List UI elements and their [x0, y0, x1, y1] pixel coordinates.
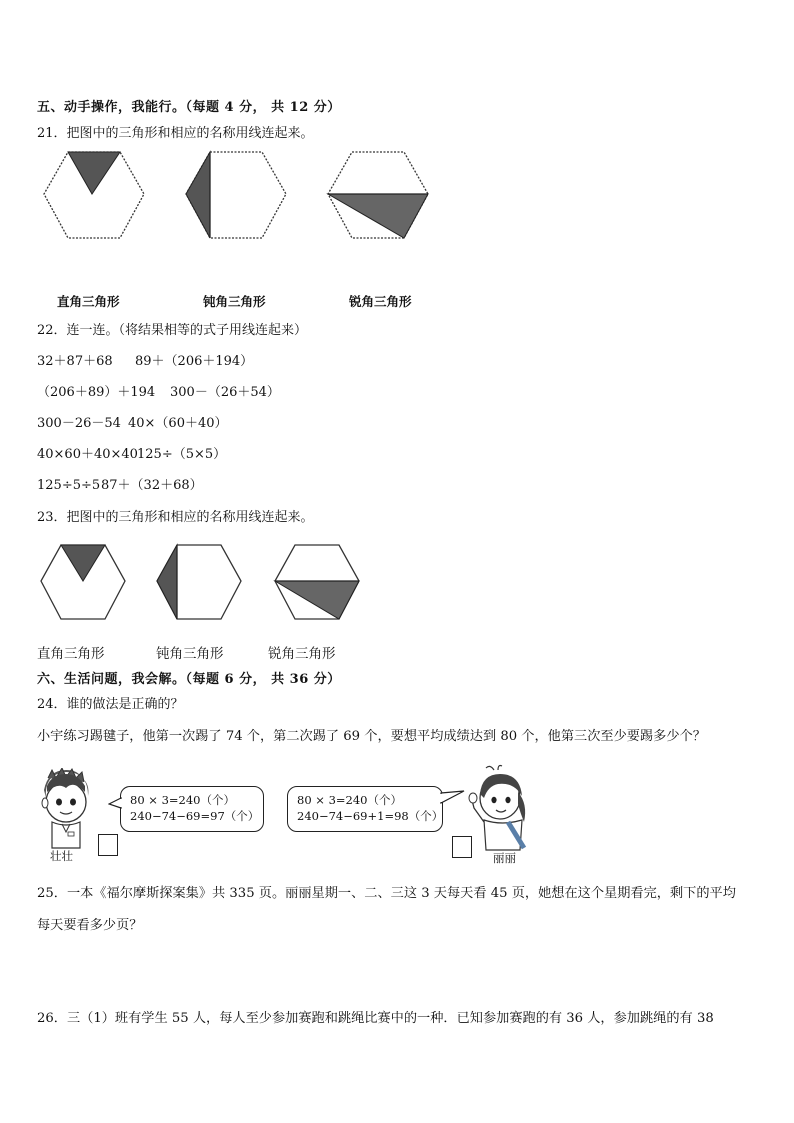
left-speech-bubble	[120, 786, 264, 832]
q21-label-obtuse: 钝角三角形	[203, 294, 266, 309]
section-6-title: 六、生活问题，我会解。（每题 6 分， 共 36 分）	[37, 672, 341, 687]
q22-right-2: 300－（26＋54）	[170, 385, 280, 400]
q21-hexagon-right-triangle	[40, 148, 148, 244]
q26-line-1: 26．三（1）班有学生 55 人，每人至少参加赛跑和跳绳比赛中的一种．已知参加赛跑的有 36 人，参加跳绳的有 38	[37, 1011, 714, 1026]
right-bubble-line-2: 240−74−69+1=98（个）	[297, 809, 444, 823]
right-character-name: 丽丽	[493, 851, 516, 865]
left-bubble-line-1: 80 × 3=240（个）	[130, 793, 235, 807]
q23-hexagon-obtuse-triangle	[154, 542, 244, 624]
q22-left-1: 32＋87＋68	[37, 354, 113, 369]
q22-left-4: 40×60＋40×40	[37, 447, 138, 462]
girl-illustration	[468, 764, 532, 852]
section-5-title: 五、动手操作，我能行。（每题 4 分， 共 12 分）	[37, 100, 341, 115]
q22-left-3: 300－26－54	[37, 416, 121, 431]
q22-left-2: （206＋89）＋194	[37, 385, 156, 400]
q22-right-1: 89＋（206＋194）	[135, 354, 254, 369]
q25-line-1: 25．一本《福尔摩斯探案集》共 335 页。丽丽星期一、二、三这 3 天每天看 45 页，她想在这个星期看完，剩下的平均	[37, 886, 736, 901]
q23-label-acute: 锐角三角形	[268, 646, 336, 662]
q21-hexagon-acute-triangle	[324, 148, 432, 244]
q24-text: 小宇练习踢毽子，他第一次踢了 74 个，第二次踢了 69 个，要想平均成绩达到 80 个，他第三次至少要踢多少个？	[37, 729, 706, 744]
left-character-name: 壮壮	[50, 849, 73, 863]
boy-illustration	[38, 768, 96, 850]
left-bubble-line-2: 240−74−69=97（个）	[130, 809, 260, 823]
left-bubble-tail	[108, 796, 122, 810]
q23-hexagon-right-triangle	[38, 542, 128, 624]
q22-right-4: 125÷（5×5）	[137, 447, 227, 462]
q22-right-5: 87＋（32＋68）	[101, 478, 203, 493]
q23-label-right: 直角三角形	[37, 646, 105, 662]
q22-stem: 22．连一连。（将结果相等的式子用线连起来）	[37, 323, 308, 338]
right-bubble-line-1: 80 × 3=240（个）	[297, 793, 402, 807]
left-answer-box[interactable]	[98, 834, 118, 856]
q21-label-right: 直角三角形	[57, 294, 120, 309]
right-bubble-tail	[440, 790, 466, 806]
q23-stem: 23．把图中的三角形和相应的名称用线连起来。	[37, 510, 314, 525]
q21-label-acute: 锐角三角形	[349, 294, 412, 309]
q25-line-2: 每天要看多少页？	[37, 918, 143, 933]
q22-right-3: 40×（60＋40）	[128, 416, 228, 431]
q23-label-obtuse: 钝角三角形	[156, 646, 224, 662]
q21-stem: 21．把图中的三角形和相应的名称用线连起来。	[37, 126, 314, 141]
right-speech-bubble	[287, 786, 443, 832]
q22-left-5: 125÷5÷5	[37, 478, 101, 493]
q21-hexagon-obtuse-triangle	[182, 148, 290, 244]
q24-stem: 24．谁的做法是正确的？	[37, 697, 184, 712]
q23-hexagon-acute-triangle	[272, 542, 362, 624]
